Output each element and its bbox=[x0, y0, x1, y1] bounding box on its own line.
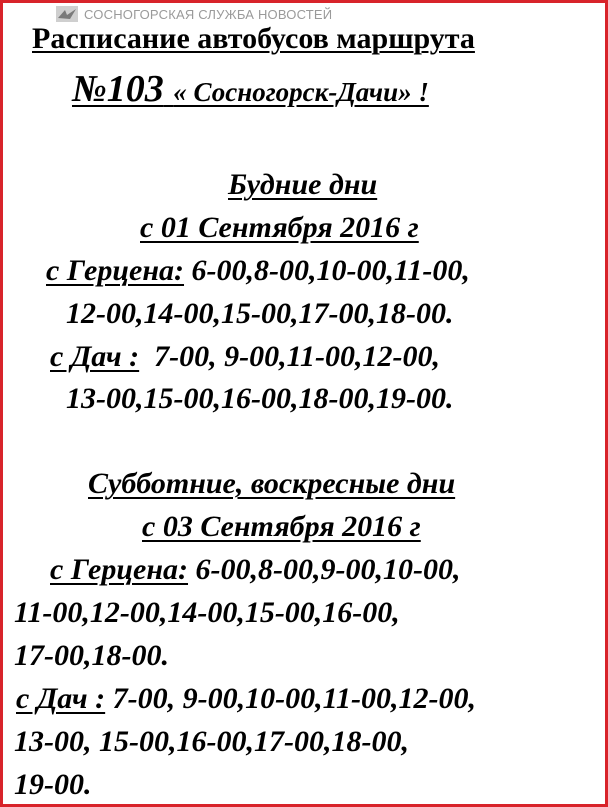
weekdays-from-gertsena-row bbox=[46, 254, 470, 288]
weekdays-from-dachi-times-2: 13-00,15-00,16-00,18-00,19-00. bbox=[66, 382, 454, 415]
weekdays-since: с 01 Сентября 2016 г bbox=[140, 211, 419, 244]
schedule-title: Расписание автобусов маршрута bbox=[32, 22, 475, 55]
weekdays-from-gertsena-times-1: 6-00,8-00,10-00,11-00, bbox=[184, 254, 470, 287]
weekdays-from-dachi-row bbox=[50, 340, 440, 374]
bird-logo-icon bbox=[56, 6, 78, 22]
weekends-from-dachi-times-1: 7-00, 9-00,10-00,11-00,12-00, bbox=[105, 682, 476, 715]
weekends-from-dachi-times-3: 19-00. bbox=[14, 768, 92, 801]
watermark-text: СОСНОГОРСКАЯ СЛУЖБА НОВОСТЕЙ bbox=[84, 6, 333, 22]
weekends-heading: Субботние, воскресные дни bbox=[88, 467, 456, 500]
weekdays-from-gertsena-label: с Герцена: bbox=[46, 254, 185, 287]
weekends-from-gertsena-label: с Герцена: bbox=[50, 553, 189, 586]
weekends-from-gertsena-times-3: 17-00,18-00. bbox=[14, 639, 169, 672]
route-number: №103 bbox=[72, 68, 164, 110]
weekdays-from-gertsena-times-2: 12-00,14-00,15-00,17-00,18-00. bbox=[66, 297, 454, 330]
weekends-from-dachi-row bbox=[16, 682, 476, 716]
weekends-from-dachi-times-2: 13-00, 15-00,16-00,17-00,18-00, bbox=[14, 725, 409, 758]
route-title bbox=[72, 67, 429, 111]
weekends-from-dachi-label: с Дач : bbox=[16, 682, 106, 715]
weekdays-from-dachi-times-1: 7-00, 9-00,11-00,12-00, bbox=[139, 340, 440, 373]
watermark bbox=[56, 6, 332, 22]
weekdays-heading: Будние дни bbox=[228, 168, 378, 201]
route-name: « Сосногорск-Дачи» ! bbox=[173, 77, 429, 107]
weekends-from-gertsena-times-1: 6-00,8-00,9-00,10-00, bbox=[188, 553, 461, 586]
weekdays-from-dachi-label: с Дач : bbox=[50, 340, 140, 373]
weekends-from-gertsena-times-2: 11-00,12-00,14-00,15-00,16-00, bbox=[14, 596, 400, 629]
weekends-since: с 03 Сентября 2016 г bbox=[142, 510, 421, 543]
weekends-from-gertsena-row bbox=[50, 553, 460, 587]
